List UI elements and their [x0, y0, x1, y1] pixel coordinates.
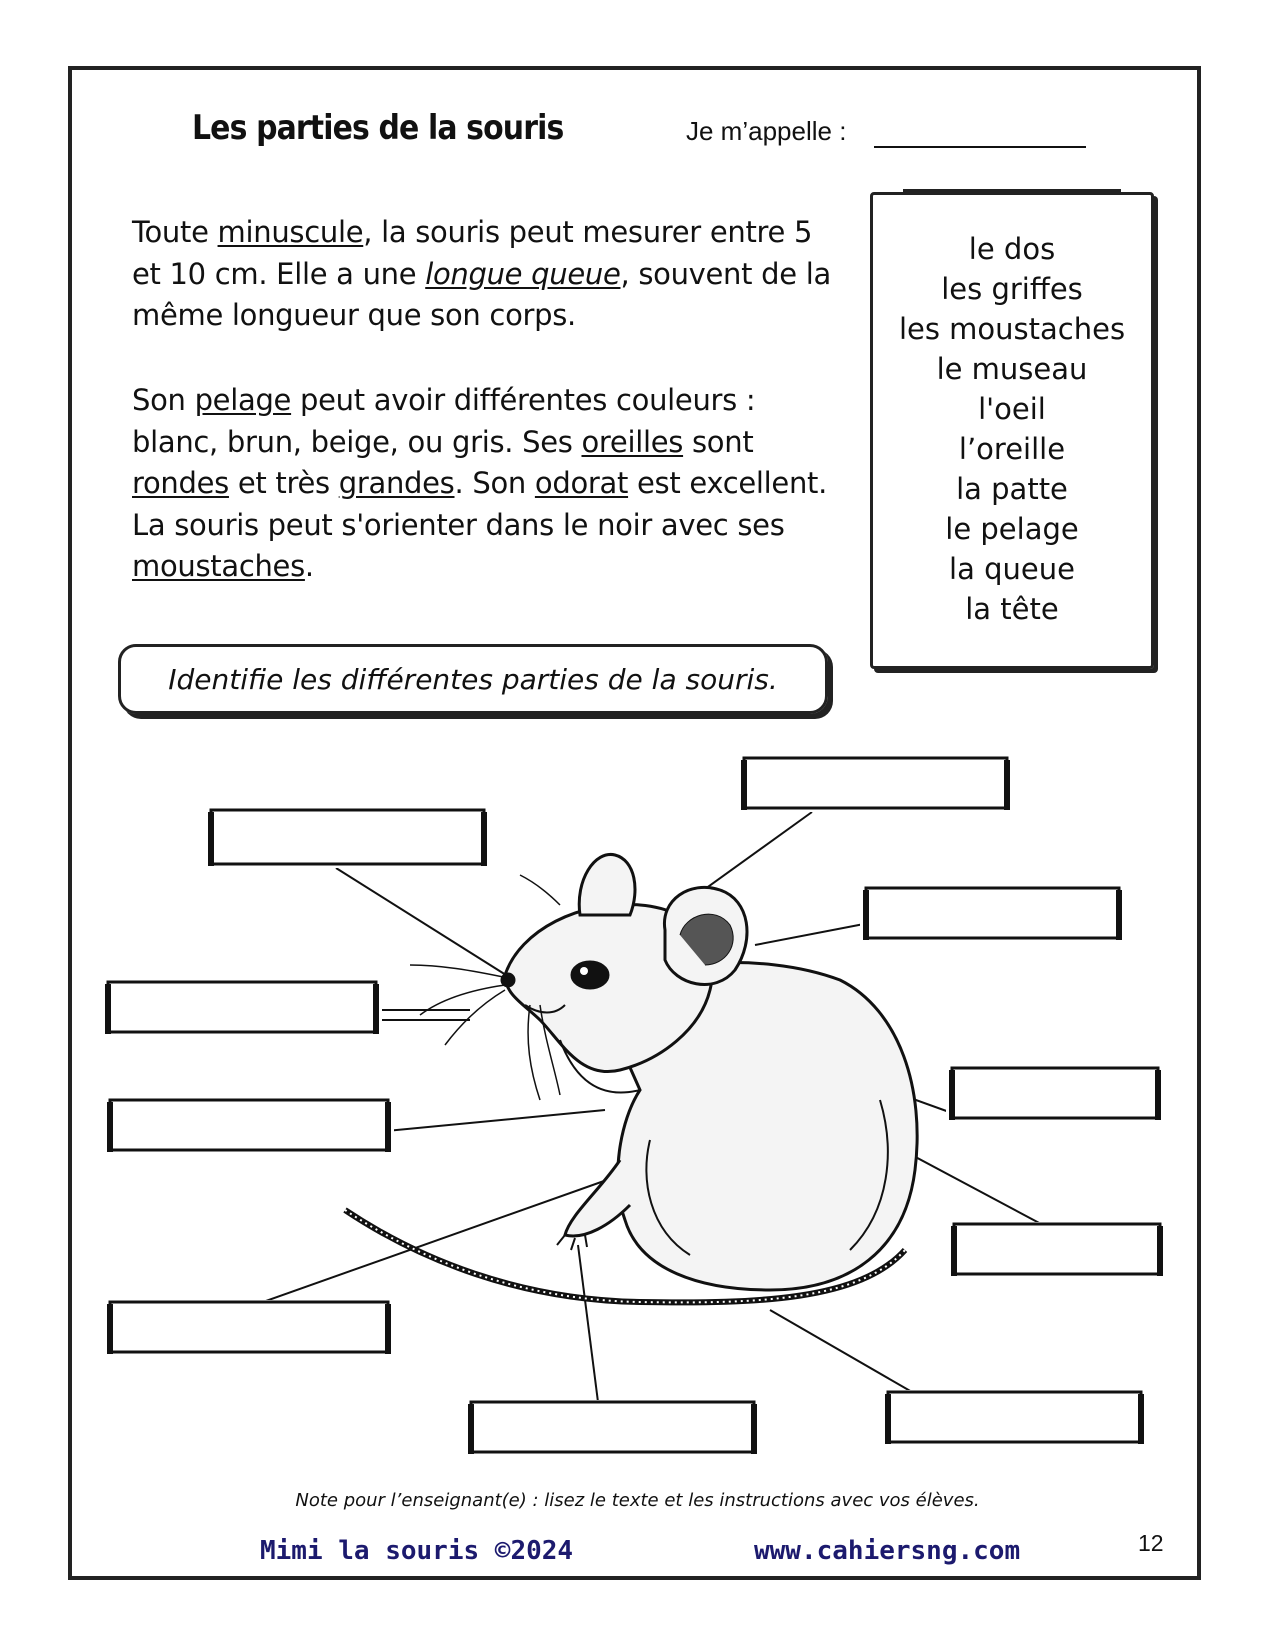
- label-box-outline: [860, 886, 1125, 942]
- text-segment: .: [304, 549, 314, 583]
- word-bank: [870, 192, 1154, 669]
- label-box-outline: [104, 1098, 394, 1154]
- word-bank-item: la patte: [956, 472, 1068, 506]
- label-box-outline: [738, 756, 1013, 812]
- word-bank-item: le pelage: [945, 512, 1079, 546]
- underlined-word: rondes: [132, 466, 229, 500]
- name-input-line[interactable]: [874, 146, 1086, 148]
- word-bank-item: les griffes: [941, 272, 1083, 306]
- label-box-bottom-right[interactable]: [882, 1390, 1147, 1446]
- underlined-word: minuscule: [217, 215, 364, 249]
- underlined-word: oreilles: [581, 424, 684, 459]
- word-bank-item: la tête: [965, 592, 1059, 626]
- label-box-outline: [205, 808, 490, 868]
- text-segment: peut avoir différentes couleurs : blanc, brun, beige, ou gris. Ses: [132, 383, 756, 459]
- text-segment: et très: [228, 466, 339, 500]
- text-segment: sont: [683, 424, 754, 459]
- label-box-outline: [882, 1390, 1147, 1446]
- label-box-left-1[interactable]: [102, 980, 382, 1036]
- label-box-top-center[interactable]: [738, 756, 1013, 812]
- word-bank-item: le dos: [968, 232, 1056, 266]
- label-box-outline: [948, 1222, 1166, 1278]
- instruction-box: [118, 644, 828, 714]
- teacher-note: Note pour l’enseignant(e) : lisez le texte et les instructions avec vos élèves.: [295, 1490, 980, 1511]
- underlined-word: odorat: [534, 466, 629, 500]
- word-bank-list: [873, 195, 1151, 629]
- text-segment: Toute: [132, 215, 218, 249]
- label-box-right-1[interactable]: [860, 886, 1125, 942]
- text-segment: , souvent de la même longueur que son corps.: [132, 256, 831, 332]
- text-segment: est excellent. La souris peut s'orienter dans le noir avec ses: [132, 466, 828, 542]
- worksheet-title: Les parties de la souris: [192, 108, 564, 148]
- word-bank-top-bar: [903, 189, 1121, 194]
- footer-website-link[interactable]: www.cahiersng.com: [754, 1536, 1021, 1566]
- text-segment: . Son: [454, 466, 535, 500]
- label-box-outline: [102, 980, 382, 1036]
- label-box-outline: [104, 1300, 394, 1356]
- page-number: 12: [1138, 1530, 1164, 1556]
- underlined-word: longue queue: [425, 256, 621, 291]
- text-segment: Son: [132, 383, 195, 417]
- underlined-word: moustaches: [132, 549, 305, 583]
- label-box-top-left[interactable]: [205, 808, 490, 868]
- label-box-outline: [465, 1400, 760, 1456]
- label-box-left-2[interactable]: [104, 1098, 394, 1154]
- label-box-right-3[interactable]: [948, 1222, 1166, 1278]
- word-bank-item: les moustaches: [898, 312, 1126, 346]
- label-box-bottom-center[interactable]: [465, 1400, 760, 1456]
- instruction-text: Identifie les différentes parties de la souris.: [168, 662, 778, 696]
- footer-copyright: Mimi la souris ©2024: [260, 1536, 574, 1566]
- text-segment: , la souris peut mesurer entre 5 et 10 cm. Elle a une: [132, 215, 813, 291]
- reading-paragraph-2: [132, 380, 832, 588]
- word-bank-item: le museau: [936, 352, 1088, 386]
- label-box-outline: [946, 1066, 1164, 1122]
- name-label: Je m’appelle :: [686, 116, 847, 146]
- label-box-right-2[interactable]: [946, 1066, 1164, 1122]
- reading-paragraph-1: [132, 212, 832, 337]
- word-bank-item: l'oeil: [978, 392, 1046, 426]
- underlined-word: pelage: [194, 383, 292, 417]
- underlined-word: grandes: [338, 466, 455, 500]
- word-bank-item: la queue: [949, 552, 1075, 586]
- word-bank-item: l’oreille: [958, 432, 1066, 466]
- label-box-left-3[interactable]: [104, 1300, 394, 1356]
